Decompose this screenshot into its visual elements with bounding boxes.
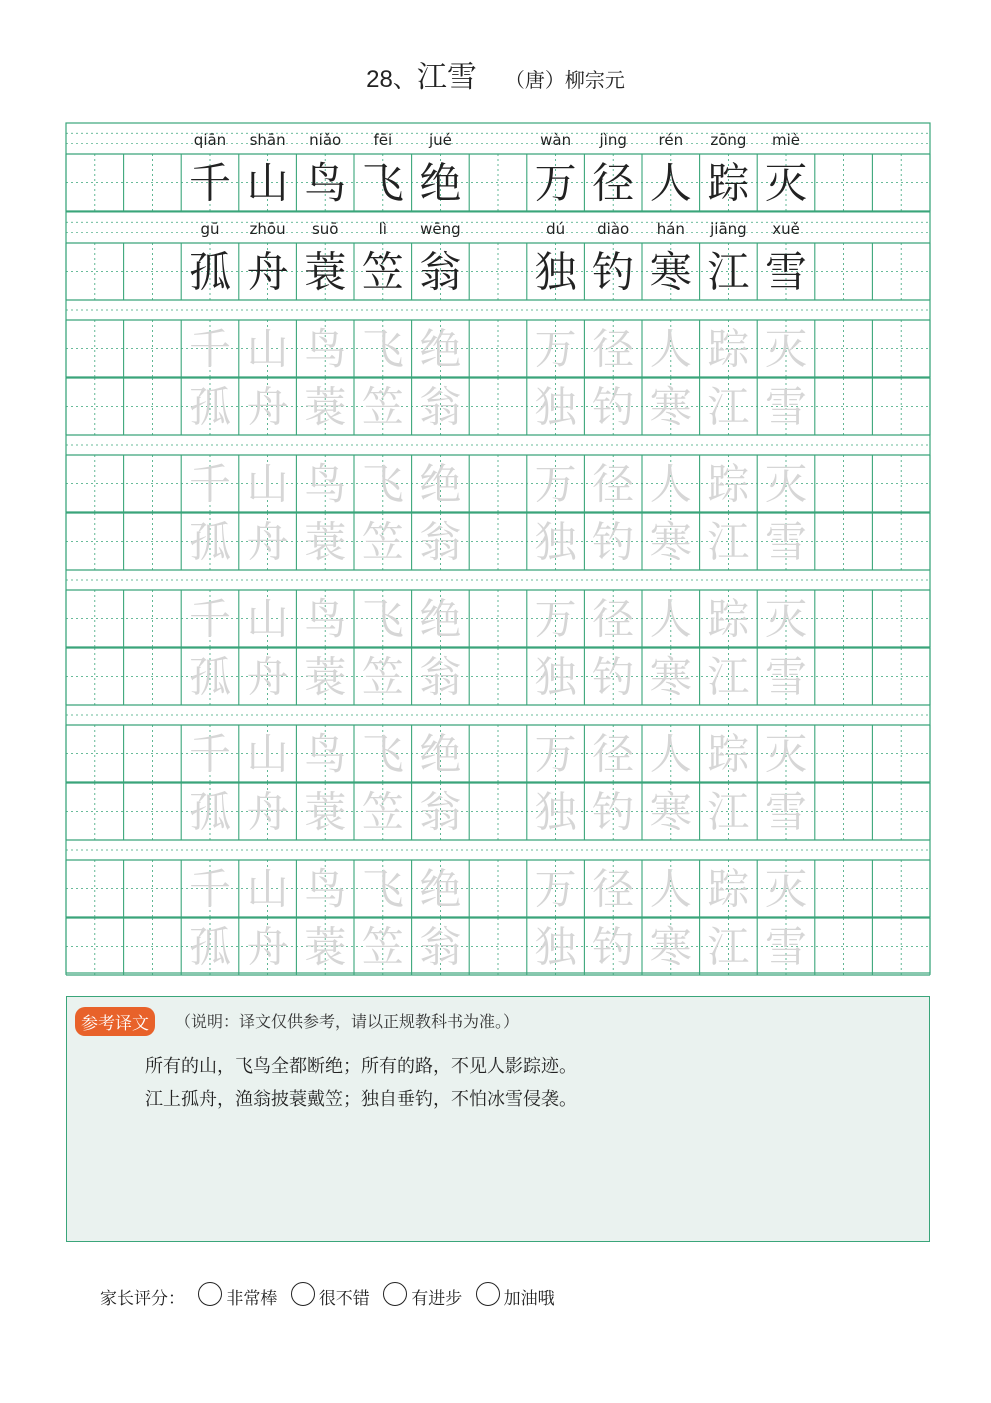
trace-character: 万 [534,594,577,644]
model-character: 飞 [361,158,404,208]
trace-character: 寒 [649,517,692,567]
trace-character: 山 [246,594,289,644]
parent-rating [100,1282,555,1310]
trace-character: 江 [707,922,750,972]
model-character: 蓑 [304,247,347,297]
trace-character: 飞 [361,594,404,644]
model-character: 寒 [649,247,692,297]
pinyin-label: diào [597,220,630,238]
trace-character: 寒 [649,922,692,972]
model-character: 舟 [246,247,289,297]
trace-character: 绝 [419,864,462,914]
trace-character: 踪 [707,459,750,509]
model-character: 山 [246,158,289,208]
translation-line-1: 所有的山，飞鸟全都断绝；所有的路，不见人影踪迹。 [145,1056,577,1077]
trace-character: 翁 [419,922,462,972]
trace-character: 飞 [361,459,404,509]
trace-character: 径 [592,864,635,914]
pinyin-label: wēng [420,220,461,238]
trace-character: 雪 [764,922,808,972]
trace-character: 钓 [592,787,635,837]
trace-character: 独 [534,652,577,702]
trace-character: 孤 [188,787,232,837]
reference-tag: 参考译文 [75,1007,155,1036]
trace-character: 江 [707,787,750,837]
model-character: 千 [188,158,232,208]
trace-character: 径 [592,459,635,509]
reference-translation-panel [66,996,930,1242]
trace-character: 舟 [246,652,289,702]
poem-author: （唐）柳宗元 [504,68,625,92]
trace-character: 笠 [361,787,404,837]
trace-character: 灭 [764,594,808,644]
trace-character: 江 [707,382,750,432]
rating-option-excellent: 非常棒 [226,1288,278,1309]
trace-character: 蓑 [304,652,347,702]
model-character: 雪 [764,247,808,297]
lesson-number: 28、 [366,66,417,93]
pinyin-label: zhōu [249,220,286,238]
trace-character: 笠 [361,922,404,972]
trace-character: 钓 [592,652,635,702]
pinyin-label: miè [771,131,801,149]
trace-character: 径 [592,729,635,779]
pinyin-label: wàn [540,131,572,149]
trace-character: 雪 [764,517,808,567]
trace-character: 飞 [361,864,404,914]
trace-character: 千 [188,864,232,914]
trace-character: 蓑 [304,382,347,432]
translation-line-2: 江上孤舟，渔翁披蓑戴笠；独自垂钓，不怕冰雪侵袭。 [145,1089,577,1110]
pinyin-label: jìng [599,131,627,149]
trace-character: 万 [534,729,577,779]
model-character: 江 [707,247,750,297]
model-character: 笠 [361,247,404,297]
pinyin-label: shān [249,131,286,149]
trace-character: 飞 [361,324,404,374]
trace-character: 孤 [188,382,232,432]
model-character: 鸟 [304,158,347,208]
trace-character: 翁 [419,517,462,567]
trace-character: 踪 [707,594,750,644]
pinyin-label: lì [378,220,387,238]
trace-character: 千 [188,324,232,374]
trace-character: 江 [707,517,750,567]
trace-character: 蓑 [304,517,347,567]
trace-character: 千 [188,459,232,509]
trace-character: 钓 [592,517,635,567]
pinyin-label: qiān [193,131,227,149]
trace-character: 灭 [764,729,808,779]
trace-character: 鸟 [304,459,347,509]
trace-character: 灭 [764,459,808,509]
pinyin-label: hán [656,220,685,238]
trace-character: 绝 [419,324,462,374]
trace-character: 千 [188,594,232,644]
trace-character: 人 [649,459,692,509]
pinyin-label: gū [200,220,220,238]
trace-character: 雪 [764,382,808,432]
trace-character: 人 [649,729,692,779]
trace-character: 万 [534,864,577,914]
trace-character: 笠 [361,517,404,567]
trace-character: 独 [534,787,577,837]
trace-character: 翁 [419,652,462,702]
trace-character: 独 [534,517,577,567]
trace-character: 踪 [707,324,750,374]
trace-character: 钓 [592,382,635,432]
pinyin-label: jiāng [710,220,747,238]
trace-character: 寒 [649,652,692,702]
rating-option-good: 很不错 [318,1288,370,1309]
trace-character: 孤 [188,922,232,972]
trace-character: 翁 [419,787,462,837]
rating-radio-good[interactable] [291,1282,315,1306]
trace-character: 鸟 [304,729,347,779]
trace-character: 雪 [764,652,808,702]
trace-character: 踪 [707,729,750,779]
trace-character: 笠 [361,382,404,432]
trace-character: 鸟 [304,594,347,644]
pinyin-label: jué [428,131,452,149]
trace-character: 绝 [419,459,462,509]
trace-character: 寒 [649,382,692,432]
trace-character: 绝 [419,594,462,644]
trace-character: 鸟 [304,324,347,374]
model-character: 翁 [419,247,462,297]
trace-character: 翁 [419,382,462,432]
model-character: 绝 [419,158,462,208]
trace-character: 人 [649,324,692,374]
pinyin-label: dú [546,220,566,238]
trace-character: 山 [246,324,289,374]
trace-character: 灭 [764,324,808,374]
trace-character: 山 [246,459,289,509]
trace-character: 钓 [592,922,635,972]
trace-character: 独 [534,922,577,972]
model-character: 人 [649,158,692,208]
pinyin-label: rén [658,131,684,149]
rating-option-keep-going: 加油哦 [503,1288,555,1309]
trace-character: 万 [534,324,577,374]
rating-radio-keep-going[interactable] [476,1282,500,1306]
trace-character: 江 [707,652,750,702]
model-character: 万 [534,158,577,208]
model-character: 径 [592,158,635,208]
trace-character: 山 [246,864,289,914]
model-character: 孤 [188,247,232,297]
trace-character: 雪 [764,787,808,837]
pinyin-label: fēi [373,131,393,149]
trace-character: 径 [592,324,635,374]
pinyin-label: suō [311,220,339,238]
rating-radio-progress[interactable] [383,1282,407,1306]
reference-note: （说明：译文仅供参考，请以正规教科书为准。） [175,1012,520,1031]
trace-character: 舟 [246,922,289,972]
rating-option-progress: 有进步 [411,1288,463,1309]
trace-character: 舟 [246,382,289,432]
trace-character: 山 [246,729,289,779]
trace-character: 万 [534,459,577,509]
trace-character: 径 [592,594,635,644]
rating-radio-excellent[interactable] [198,1282,222,1306]
rating-label: 家长评分： [100,1288,185,1309]
trace-character: 笠 [361,652,404,702]
trace-character: 孤 [188,652,232,702]
trace-character: 人 [649,864,692,914]
trace-character: 绝 [419,729,462,779]
trace-character: 踪 [707,864,750,914]
trace-character: 舟 [246,787,289,837]
pinyin-label: xuě [772,220,800,238]
trace-character: 蓑 [304,787,347,837]
trace-character: 孤 [188,517,232,567]
model-character: 踪 [707,158,750,208]
trace-character: 鸟 [304,864,347,914]
trace-character: 蓑 [304,922,347,972]
trace-character: 人 [649,594,692,644]
pinyin-label: zōng [710,131,747,149]
trace-character: 灭 [764,864,808,914]
trace-character: 寒 [649,787,692,837]
poem-title: 江雪 [416,60,477,95]
trace-character: 舟 [246,517,289,567]
model-character: 灭 [764,158,808,208]
model-character: 钓 [592,247,635,297]
trace-character: 千 [188,729,232,779]
pinyin-label: niǎo [309,131,342,149]
trace-character: 独 [534,382,577,432]
model-character: 独 [534,247,577,297]
trace-character: 飞 [361,729,404,779]
